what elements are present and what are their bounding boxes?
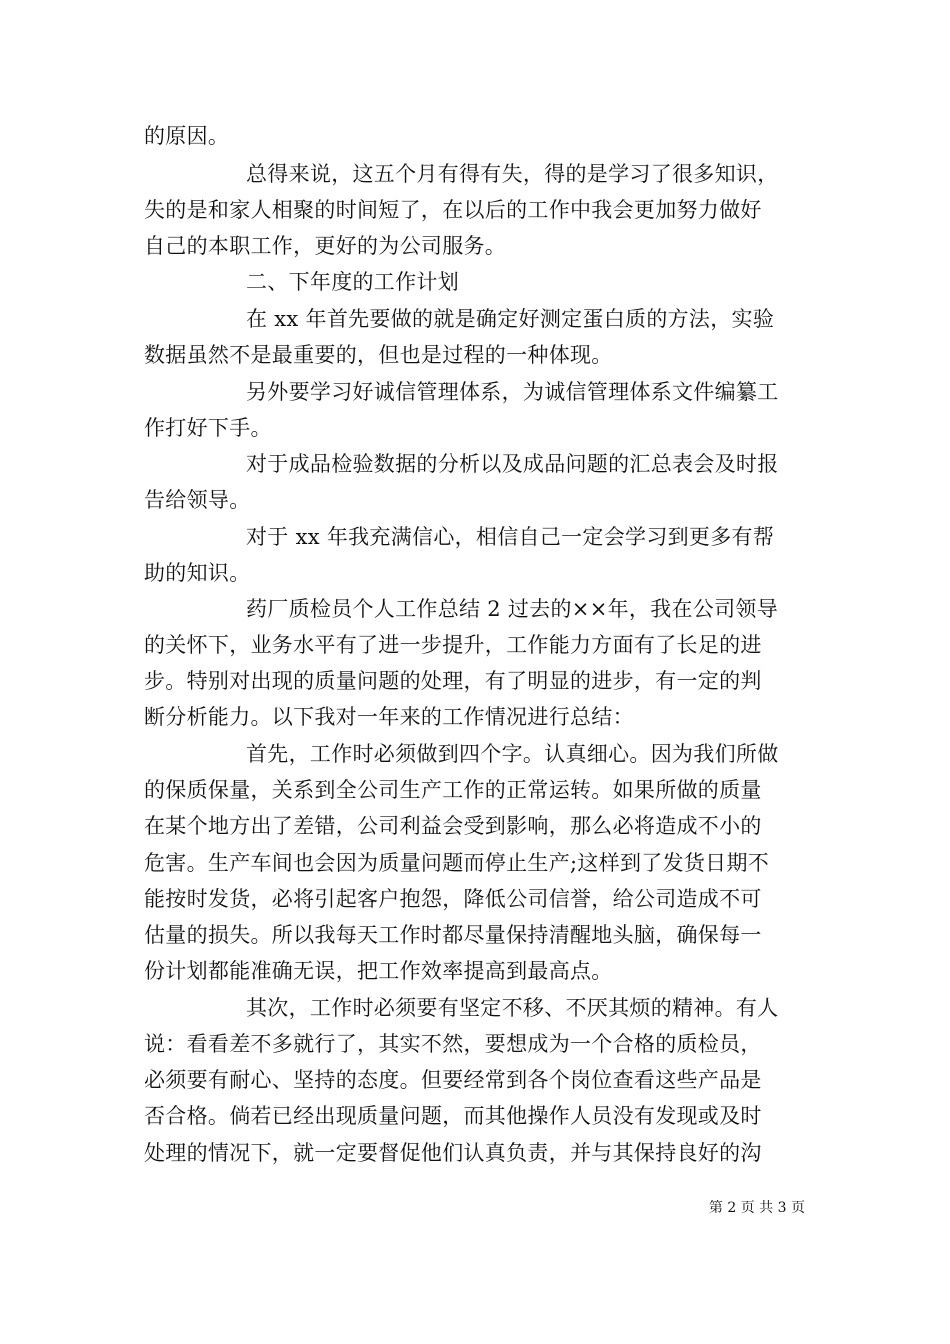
text-line: 说：看看差不多就行了，其实不然，要想成为一个合格的质检员， <box>144 1032 762 1056</box>
text-line: 份计划都能准确无误，把工作效率提高到最高点。 <box>144 959 613 983</box>
page-number-footer: 第 2 页 共 3 页 <box>708 1200 805 1216</box>
text-line: 首先，工作时必须做到四个字。认真细心。因为我们所做 <box>246 742 779 766</box>
text-line: 否合格。倘若已经出现质量问题，而其他操作人员没有发现或及时 <box>144 1104 762 1128</box>
text-line: 告给领导。 <box>144 488 251 512</box>
text-line: 自己的本职工作，更好的为公司服务。 <box>144 234 507 258</box>
text-line: 数据虽然不是最重要的，但也是过程的一种体现。 <box>144 343 613 367</box>
text-line: 处理的情况下，就一定要督促他们认真负责，并与其保持良好的沟 <box>144 1141 762 1165</box>
text-line: 在某个地方出了差错，公司利益会受到影响，那么必将造成不小的 <box>144 814 762 838</box>
text-line: 危害。生产车间也会因为质量问题而停止生产;这样到了发货日期不 <box>144 851 770 875</box>
text-line: 对于成品检验数据的分析以及成品问题的汇总表会及时报 <box>246 452 779 476</box>
text-line: 其次，工作时必须要有坚定不移、不厌其烦的精神。有人 <box>246 996 779 1020</box>
text-line: 药厂质检员个人工作总结 2 过去的××年，我在公司领导 <box>246 597 779 621</box>
text-line: 另外要学习好诚信管理体系，为诚信管理体系文件编纂工 <box>246 380 779 404</box>
text-line: 的保质保量，关系到全公司生产工作的正常运转。如果所做的质量 <box>144 778 762 802</box>
text-line: 的原因。 <box>144 124 230 148</box>
text-line: 助的知识。 <box>144 561 251 585</box>
text-line: 的关怀下，业务水平有了进一步提升，工作能力方面有了长足的进 <box>144 633 762 657</box>
text-line: 失的是和家人相聚的时间短了，在以后的工作中我会更加努力做好 <box>144 198 762 222</box>
text-line: 作打好下手。 <box>144 416 272 440</box>
text-line: 总得来说，这五个月有得有失，得的是学习了很多知识， <box>246 162 779 186</box>
text-line: 步。特别对出现的质量问题的处理，有了明显的进步，有一定的判 <box>144 669 762 693</box>
text-line: 在 xx 年首先要做的就是确定好测定蛋白质的方法，实验 <box>246 307 775 331</box>
text-line: 对于 xx 年我充满信心，相信自己一定会学习到更多有帮 <box>246 525 775 549</box>
text-line: 估量的损失。所以我每天工作时都尽量保持清醒地头脑，确保每一 <box>144 923 762 947</box>
text-line: 必须要有耐心、坚持的态度。但要经常到各个岗位查看这些产品是 <box>144 1068 762 1092</box>
text-line: 能按时发货，必将引起客户抱怨，降低公司信誉，给公司造成不可 <box>144 887 762 911</box>
section-heading: 二、下年度的工作计划 <box>246 270 459 294</box>
text-line: 断分析能力。以下我对一年来的工作情况进行总结： <box>144 705 634 729</box>
